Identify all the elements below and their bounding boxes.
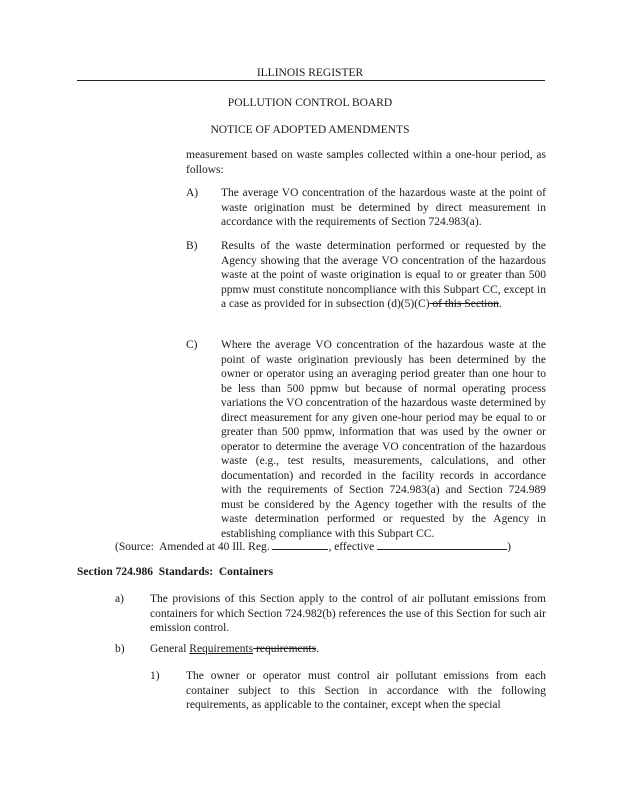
- subsection-b1-label: 1): [150, 670, 160, 682]
- source-note: [115, 538, 511, 555]
- section-title: Standards: Containers: [158, 566, 274, 578]
- notice-title: NOTICE OF ADOPTED AMENDMENTS: [210, 124, 410, 136]
- notice-header: [0, 123, 620, 138]
- subsection-b-start: General: [150, 643, 190, 655]
- source-prefix: (Source: Amended at 40 Ill. Reg.: [115, 541, 273, 553]
- item-c-text: Where the average VO concentration of the hazardous waste at the point of waste origination previously has been determined by the owner or operator using an averaging period greater than one hour to be less than 500 ppmw but because of normal operating process variations the VO concentration of the hazardous waste determined by direct measurement for any given one-hour period may be equal to or greater than 500 ppmw, information that was used by the owner or operator to determine the average VO concentration of the hazardous waste (e.g., test results, measurements, calculations, and other documentation) and recorded in the facility records in accordance with the requirements of Section 724.983(a) and Section 724.989 must be considered by the Agency together with the results of the waste determination performed or requested by the Agency in establishing compliance with this Subpart CC.: [221, 339, 546, 540]
- item-a-text: The average VO concentration of the hazardous waste at the point of waste origination must be determined by direct measurement in accordance with the requirements of Section 724.983(a).: [221, 187, 546, 228]
- section-number: Section 724.986: [77, 566, 154, 578]
- header-rule: [77, 80, 545, 81]
- section-heading: [77, 565, 273, 580]
- item-b-struck-text: of this Section: [429, 298, 499, 310]
- item-a-label: A): [186, 187, 199, 199]
- subsection-b-text: [150, 642, 319, 657]
- source-middle: , effective: [328, 541, 378, 553]
- register-title: ILLINOIS REGISTER: [256, 67, 364, 79]
- subsection-b-end: .: [316, 643, 319, 655]
- source-effective-blank: [377, 538, 507, 550]
- subsection-b1-text: The owner or operator must control air pollutant emissions from each container subject to this Section in accordance with the following requirements, as applicable to the container, except when the special: [186, 670, 546, 711]
- board-header: [0, 96, 620, 111]
- subsection-a-text: The provisions of this Section apply to the control of air pollutant emissions from containers for which Section 724.982(b) references the use of this Section for such air emission control.: [150, 593, 546, 634]
- intro-paragraph: measurement based on waste samples collected within a one-hour period, as follows:: [186, 149, 546, 176]
- register-header: [0, 66, 620, 81]
- subsection-a-label: a): [115, 593, 124, 605]
- board-title: POLLUTION CONTROL BOARD: [227, 97, 393, 109]
- item-b-end: .: [498, 298, 502, 310]
- item-b-label: B): [186, 240, 198, 252]
- subsection-b-struck: requirements: [253, 643, 317, 655]
- item-b-text: Results of the waste determination performed or requested by the Agency showing that the average VO concentration of the hazardous waste at the point of waste origination is equal to or greater than 500 ppmw must constitute noncompliance with this Subpart CC, except in a case as provided for in subsection (d)(5)(C): [221, 240, 546, 310]
- item-c-label: C): [186, 339, 198, 351]
- subsection-b-label: b): [115, 643, 125, 655]
- item-b-paragraph: [221, 239, 546, 312]
- source-register-blank: [272, 538, 328, 550]
- subsection-b-inserted: Requirements: [189, 643, 254, 655]
- source-suffix: ): [507, 541, 511, 553]
